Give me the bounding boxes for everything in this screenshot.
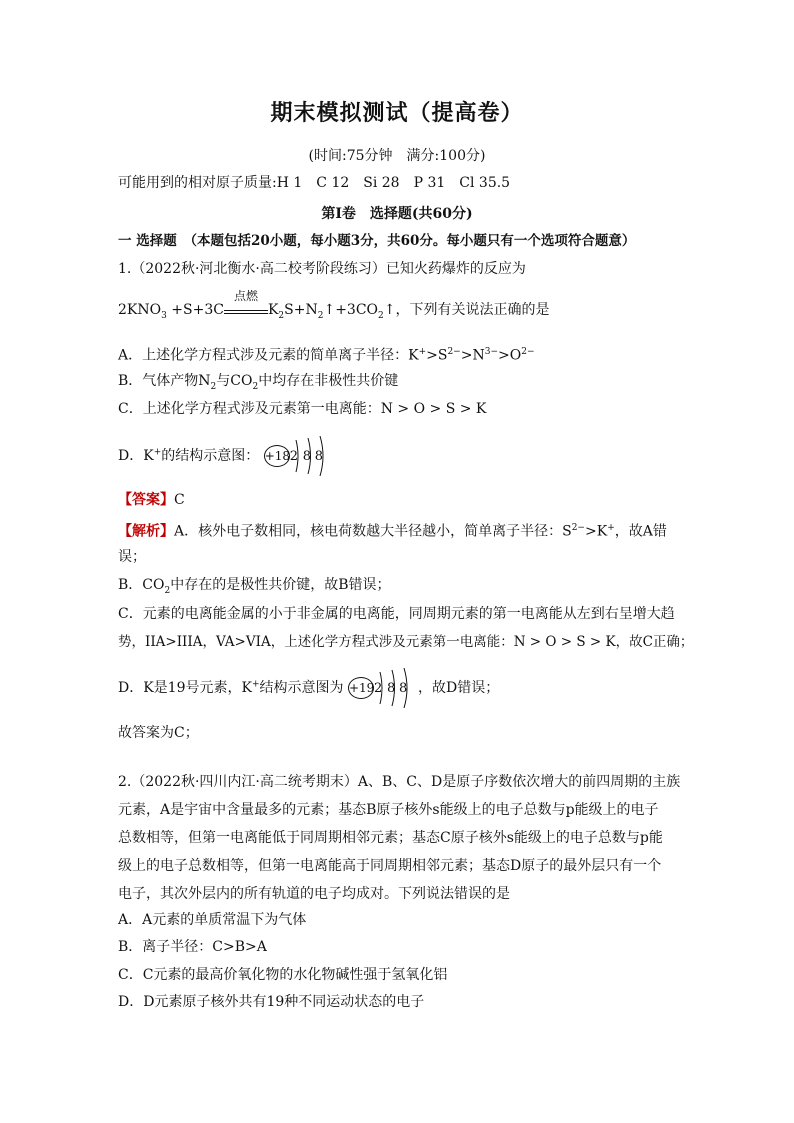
answer-label: 【答案】	[118, 492, 174, 508]
q1-option-a: A．上述化学方程式涉及元素的简单离子半径：$K^+>S^{2-}>N^{3-}>O^{2-}$	[118, 347, 535, 364]
shell-3-electrons: 8	[314, 449, 323, 464]
q1-equation: $2KNO_3 +S+3C$ 点燃 $K_2S+N_2↑+3CO_2↑$，下列有关说法正确的是	[118, 289, 550, 321]
analysis-label: 【解析】	[118, 523, 174, 540]
q2-stem-line2: 元素，A是宇宙中含量最多的元素；基态B原子核外s能级上的电子总数与p能级上的电子	[118, 802, 659, 818]
q2-option-d: D．D元素原子核外共有19种不同运动状态的电子	[118, 994, 425, 1010]
q1-analysis-a: 【解析】A．核外电子数相同，核电荷数越大半径越小，简单离子半径：$S^{2-}>K^+$，故A错	[118, 523, 667, 540]
reaction-condition: 点燃	[224, 302, 268, 314]
q1-analysis-a-cont: 误；	[118, 549, 146, 565]
shell-2-electrons: 8	[302, 449, 311, 464]
q2-stem-line4: 级上的电子总数相等，但第一电离能高于同周期相邻元素；基态D原子的最外层只有一个	[118, 858, 662, 874]
q1-analysis-c-line2: 势，IIA>IIIA，VA>VIA，上述化学方程式涉及元素第一电离能：N > O > S > K，故C正确；	[118, 634, 694, 650]
q1-option-d: D．K+的结构示意图： +18 2 8 8	[118, 436, 352, 476]
part-intro: 一 选择题 （本题包括20小题，每小题3分，共60分。每小题只有一个选项符合题意）	[118, 233, 636, 249]
k-ion-structure-diagram	[264, 436, 352, 476]
section-title: 第Ⅰ卷 选择题(共60分)	[321, 206, 473, 222]
q1-option-c: C．上述化学方程式涉及元素第一电离能：N > O > S > K	[118, 401, 487, 417]
q1-answer: 【答案】C	[118, 492, 185, 508]
q2-option-c: C．C元素的最高价氧化物的水化物碱性强于氢氧化铝	[118, 967, 448, 983]
q1-conclusion: 故答案为C；	[118, 725, 199, 741]
nucleus-charge: +18	[264, 445, 290, 467]
nucleus-charge: +19	[348, 677, 374, 699]
shell-2-electrons: 8	[386, 681, 396, 696]
q2-option-a: A．A元素的单质常温下为气体	[118, 912, 307, 928]
q2-stem-line5: 电子，其次外层内的所有轨道的电子均成对。下列说法错误的是	[118, 886, 510, 902]
shell-1-electrons: 2	[289, 449, 298, 464]
k-atom-structure-diagram	[348, 668, 418, 708]
q1-stem: 1.（2022秋·河北衡水·高二校考阶段练习）已知火药爆炸的反应为	[118, 261, 526, 277]
shell-3-electrons: 8	[398, 681, 408, 696]
q1-analysis-d: D．K是19号元素，K+结构示意图为 +19 2 8 8 ，故D错误；	[118, 668, 499, 708]
atomic-masses: 可能用到的相对原子质量:H 1 C 12 Si 28 P 31 Cl 35.5	[118, 175, 511, 191]
q1-analysis-c-line1: C．元素的电离能金属的小于非金属的电离能，同周期元素的第一电离能从左到右呈增大趋	[118, 606, 675, 622]
q1-option-b: B．气体产物$N_2$与$CO_2$中均存在非极性共价键	[118, 373, 399, 392]
q2-stem-line1: 2.（2022秋·四川内江·高二统考期末）A、B、C、D是原子序数依次增大的前四周期的主族	[118, 774, 681, 790]
q1-analysis-b: B．$CO_2$中存在的是极性共价键，故B错误；	[118, 577, 391, 596]
q2-option-b: B．离子半径：C>B>A	[118, 939, 267, 955]
page-title: 期末模拟测试（提高卷）	[270, 100, 524, 126]
shell-1-electrons: 2	[373, 681, 383, 696]
q2-stem-line3: 总数相等，但第一电离能低于同周期相邻元素；基态C原子核外s能级上的电子总数与p能	[118, 830, 663, 846]
exam-time-score: (时间:75分钟 满分:100分)	[308, 148, 486, 164]
